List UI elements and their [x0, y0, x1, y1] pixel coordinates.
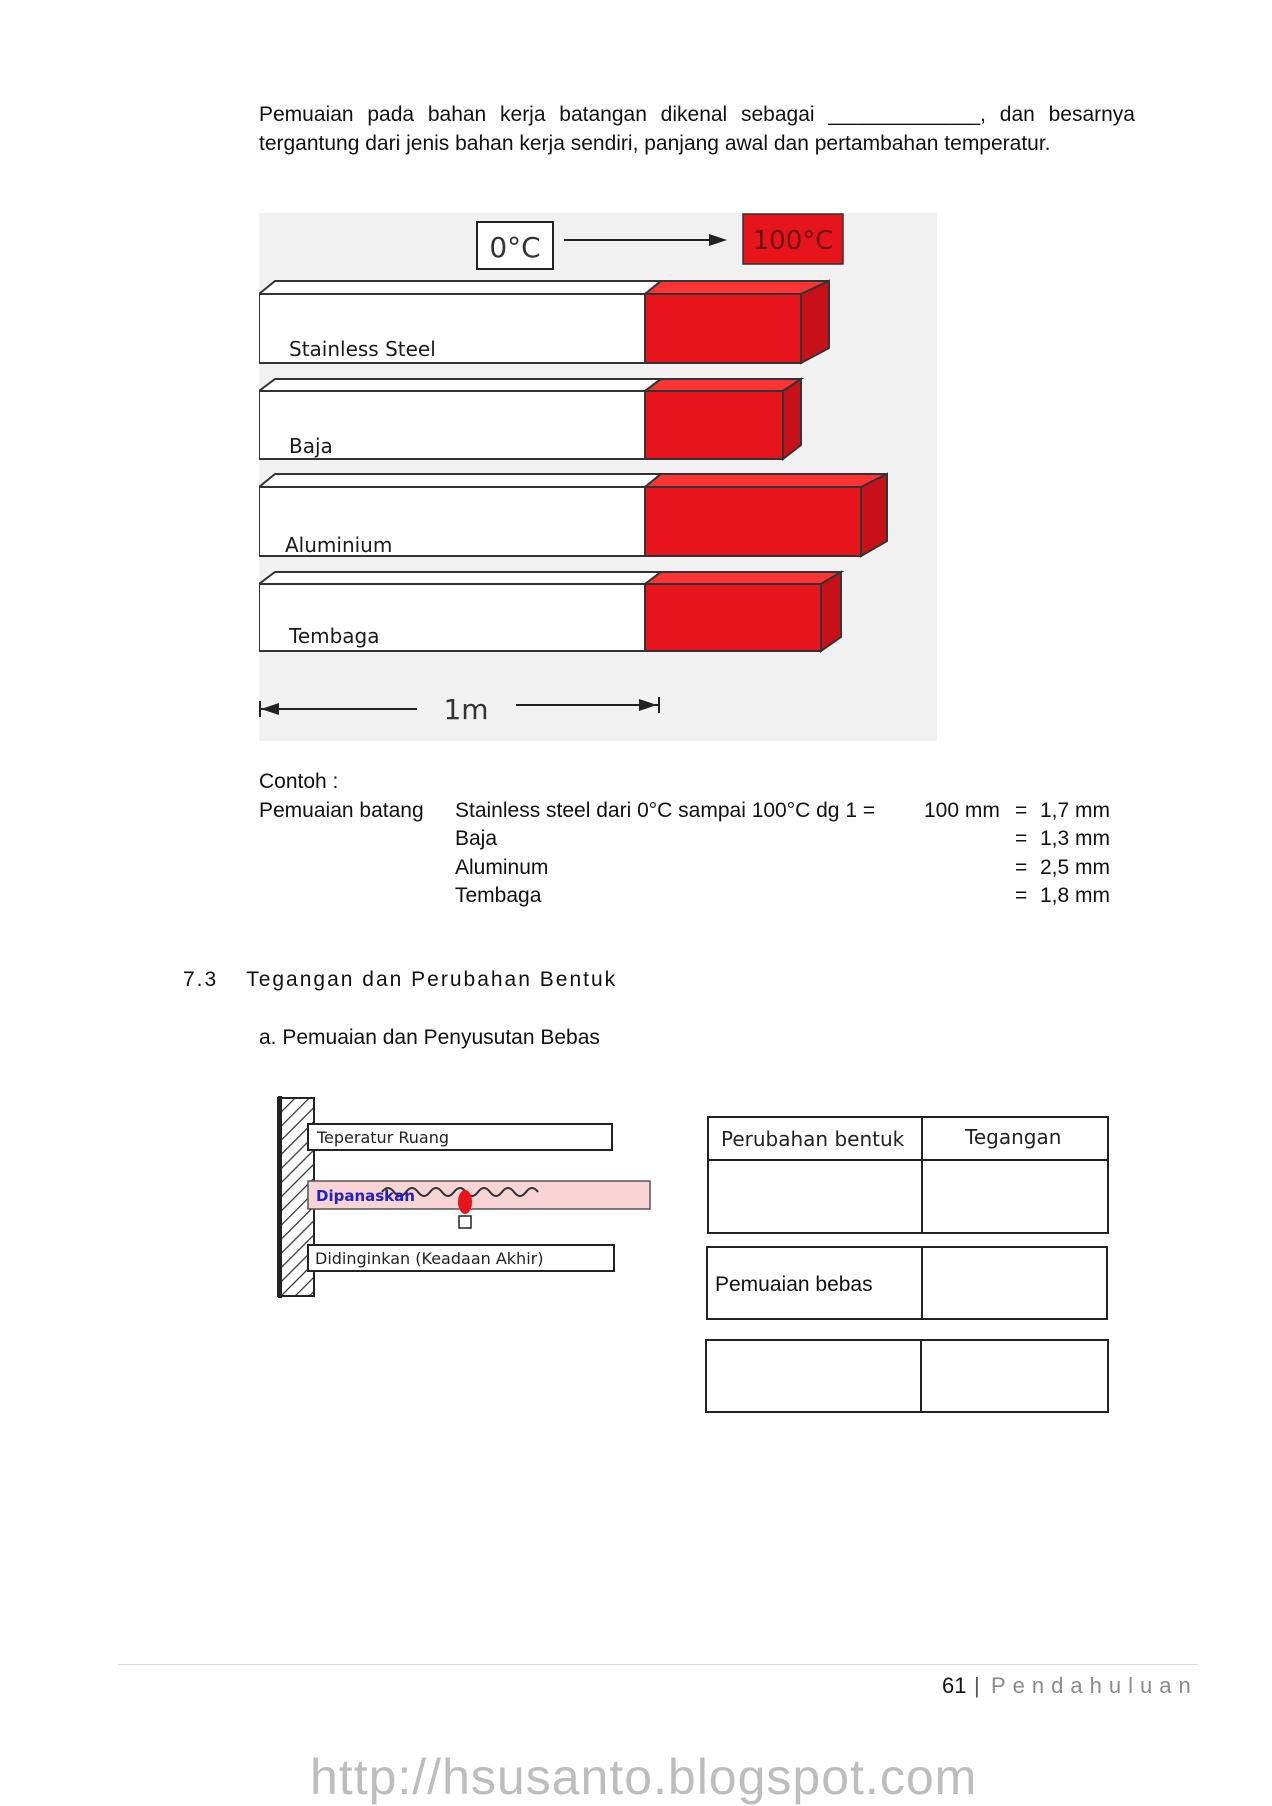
example-heading: Contoh :	[259, 770, 339, 793]
example-equals: =	[1015, 856, 1028, 879]
footer-separator: |	[974, 1673, 980, 1698]
table-row-free-expansion: Pemuaian bebas	[715, 1273, 873, 1296]
label-room-temp: Teperatur Ruang	[317, 1128, 449, 1147]
table-header-stress: Tegangan	[965, 1125, 1062, 1149]
temp-end-label: 100°C	[752, 226, 834, 256]
temp-start-label: 0°C	[489, 231, 541, 264]
example-equals: =	[1015, 799, 1028, 822]
example-material: Baja	[455, 827, 498, 850]
page-number: 61	[942, 1673, 967, 1698]
bar-label: Stainless Steel	[289, 337, 436, 361]
subsection-heading: a. Pemuaian dan Penyusutan Bebas	[259, 1026, 600, 1049]
example-value: 1,3 mm	[1040, 827, 1111, 850]
flame-icon	[458, 1190, 472, 1214]
expansion-figure	[259, 213, 937, 741]
bar-baja	[259, 379, 801, 459]
length-label: 1m	[443, 693, 489, 726]
answer-table	[705, 1114, 1111, 1424]
burner-icon	[459, 1216, 471, 1228]
section-heading	[183, 968, 617, 992]
example-equals: =	[1015, 827, 1028, 850]
bar-label: Aluminium	[285, 533, 393, 557]
example-material: Tembaga	[455, 884, 542, 907]
example-row-label: Pemuaian batang	[259, 799, 424, 822]
example-value: 2,5 mm	[1040, 856, 1111, 879]
bar-aluminium	[259, 474, 887, 557]
bar-label: Baja	[289, 434, 333, 458]
example-material: Aluminum	[455, 856, 549, 879]
intro-paragraph: Pemuaian pada bahan kerja batangan dikenal sebagai _____________, dan besarnya tergantung dari jenis bahan kerja sendiri, panjang awal dan pertambahan temperatur.	[259, 103, 1135, 155]
example-value: 1,8 mm	[1040, 884, 1111, 907]
example-value: 1,7 mm	[1040, 799, 1111, 822]
table-header-shape-change: Perubahan bentuk	[721, 1127, 905, 1151]
label-heated: Dipanaskan	[316, 1187, 415, 1205]
bar-stainless-steel	[259, 281, 829, 363]
free-expansion-figure	[272, 1092, 662, 1302]
bar-label: Tembaga	[289, 624, 380, 648]
example-material: Stainless steel dari 0°C sampai 100°C dg 1 =	[455, 799, 876, 822]
label-cooled: Didinginkan (Keadaan Akhir)	[315, 1249, 544, 1268]
footer-divider	[118, 1664, 1198, 1665]
footer-title: Pendahuluan	[991, 1673, 1198, 1698]
watermark-url: http://hsusanto.blogspot.com	[310, 1749, 978, 1805]
example-equals: =	[1015, 884, 1028, 907]
bar-tembaga	[259, 572, 841, 651]
section-title: Tegangan dan Perubahan Bentuk	[246, 968, 618, 991]
section-number: 7.3	[183, 968, 219, 991]
example-length: 100 mm	[924, 799, 1000, 822]
